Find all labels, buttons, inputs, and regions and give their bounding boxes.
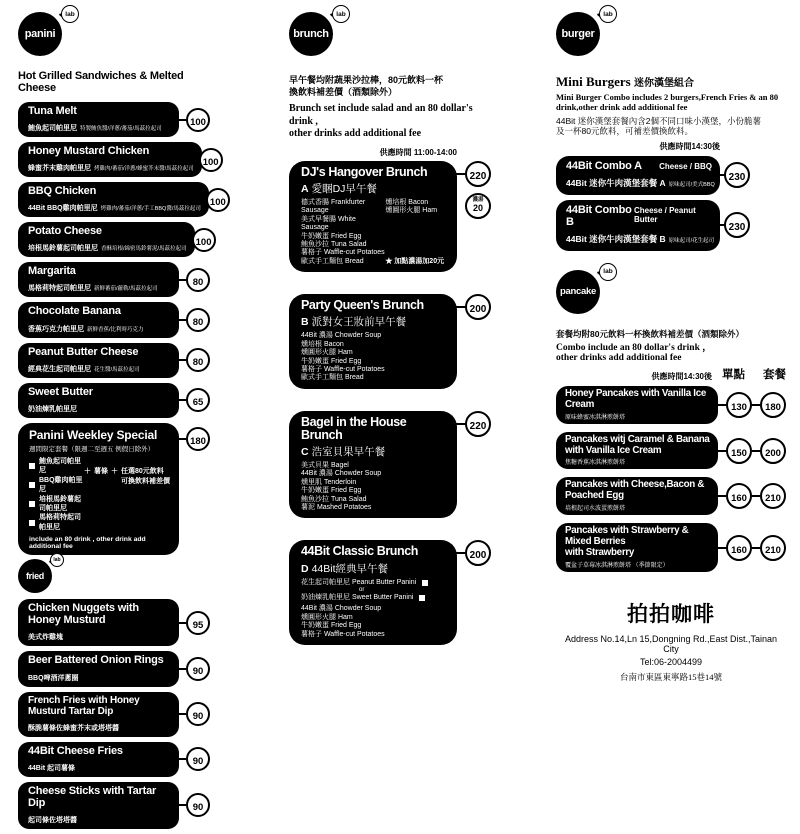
lab-badge: lab	[61, 5, 79, 23]
pancake-item	[556, 523, 786, 572]
combo-desc: 原味起司/美式BBQ	[668, 181, 715, 188]
plus-sign: ＋	[111, 467, 118, 475]
item-zh: 鮪魚起司帕里尼	[28, 125, 77, 133]
item-title: Tuna Melt	[28, 105, 77, 117]
menu-item	[18, 782, 210, 829]
checkbox-square	[29, 482, 35, 488]
item-title: Chocolate Banana	[28, 305, 121, 318]
item-zh: 酥脆薯條佐蜂蜜芥末或塔塔醬	[28, 724, 119, 732]
item-zh: 原味蜂蜜冰淇淋煎餅塔	[565, 414, 626, 421]
price-connector	[176, 713, 186, 715]
choice-or: or	[359, 586, 365, 593]
cafe-name: 拍拍咖啡	[627, 603, 715, 627]
set-subtitle: C 浩室貝果早午餐	[301, 445, 386, 458]
set-pill	[289, 161, 457, 272]
brunch-set-d	[289, 540, 493, 645]
menu-item-pill	[18, 182, 209, 217]
panini-column	[18, 10, 226, 834]
item-desc: 烤雞肉/蕃茄/洋蔥/蜂蜜芥末醬/馬茲拉起司	[94, 166, 194, 173]
price-connector	[176, 119, 186, 121]
panini-lab-logo	[18, 10, 75, 56]
price-badge: 90	[186, 702, 210, 726]
menu-item	[18, 692, 210, 737]
menu-item	[18, 182, 226, 217]
combo-price-badge: 210	[760, 483, 786, 509]
menu-item-pill	[18, 383, 179, 418]
price-badge: 100	[186, 108, 210, 132]
price-badge: 200	[465, 294, 491, 320]
menu-item	[18, 383, 210, 418]
price-badge: 90	[186, 657, 210, 681]
menu-item-pill	[18, 142, 202, 177]
burger-intro-en: Mini Burger Combo includes 2 burgers,French Fries & an 80 drink,other drink add additional fee	[556, 92, 779, 112]
item-title: Beer Battered Onion Rings	[28, 654, 164, 667]
brunch-hours: 供應時間 11:00-14:00	[379, 147, 457, 157]
item-title: Peanut Butter Cheese	[28, 345, 139, 358]
fried-logo-circle: fried	[18, 559, 52, 593]
item-title: Pancakes with Strawberry & Mixed Berries with Strawberry	[565, 525, 689, 559]
item-title: BBQ Chicken	[28, 185, 97, 198]
lab-badge: lab	[332, 5, 350, 23]
item-desc: 香酥培根/綿密馬鈴薯泥/馬茲拉起司	[101, 246, 187, 253]
menu-item	[18, 142, 219, 177]
combo-zh: 44Bit 迷你牛肉漢堡套餐 B	[566, 233, 666, 244]
price-connector	[176, 319, 186, 321]
combo-pill	[556, 156, 720, 195]
menu-item-pill	[18, 262, 179, 297]
menu-item	[18, 651, 210, 686]
item-zh: 焦糖香蕉冰淇淋煎餅塔	[565, 460, 626, 467]
menu-item	[18, 222, 210, 257]
price-badge: 230	[724, 212, 750, 238]
set-pill: Bagel in the House Brunch C 浩室貝果早午餐 美式貝果 Bagel 44Bit 濃湯 Chowder Soup 燻里肌 Tenderloin 牛奶嫩蛋 Fried Egg 鮪魚沙拉 Tuna Salad 薯泥 Mashed Potatoes	[289, 411, 457, 519]
single-price-header: 單點	[722, 368, 745, 381]
pancake-lab-logo	[556, 268, 613, 314]
burger-hours: 供應時間14:30後	[659, 141, 720, 151]
combo-price-badge: 180	[760, 392, 786, 418]
price-connector	[176, 758, 186, 760]
price-badge: 65	[186, 388, 210, 412]
item-title: Margarita	[28, 265, 76, 278]
menu-item-pill	[18, 343, 179, 378]
item-title: Cheese Sticks with Tartar Dip	[28, 784, 157, 809]
menu-item-pill	[18, 599, 179, 646]
set-title: DJ's Hangover Brunch	[301, 164, 428, 179]
price-connector	[752, 495, 760, 497]
item-zh: 奶油煉乳帕里尼	[28, 405, 77, 413]
special-addons	[84, 457, 170, 533]
price-badge: 95	[186, 611, 210, 635]
price-connector	[718, 450, 726, 452]
combo-price-header: 套餐	[763, 368, 786, 381]
price-connector	[752, 450, 760, 452]
price-badge: 230	[724, 162, 750, 188]
address-en: Address No.14,Ln 15,Dongning Rd.,East Dist.,Tainan City	[564, 634, 778, 655]
single-price-badge: 130	[726, 392, 752, 418]
checkbox-square	[422, 580, 428, 586]
price-badge: 180	[186, 427, 210, 451]
drink-note: 任選80元飲料 可換飲料補差價	[121, 467, 170, 485]
address-zh: 台南市東區東寧路15巷14號	[619, 672, 722, 683]
panini-logo-circle: panini	[18, 12, 62, 56]
pancake-item	[556, 432, 786, 470]
price-connector	[176, 668, 186, 670]
special-title: Panini Weekley Special	[29, 427, 158, 442]
menu-item	[18, 343, 210, 378]
item-zh: 起司條佐塔塔醬	[28, 816, 77, 824]
item-title: Honey Mustard Chicken	[28, 145, 150, 158]
item-desc: 烤雞肉/蕃茄/洋蔥/手工BBQ醬/馬茲拉起司	[100, 206, 201, 213]
special-option: 馬格莉特起司帕里尼	[29, 513, 84, 532]
pancake-intro-zh: 套餐均附80元飲料一杯換飲料補差價（酒類除外）	[556, 328, 744, 339]
pancake-hours: 供應時間14:30後	[651, 371, 712, 381]
checkbox-square	[29, 501, 35, 507]
brunch-column	[289, 12, 493, 667]
menu-item-pill	[18, 102, 179, 137]
item-zh: 馬格莉特起司帕里尼	[28, 285, 91, 293]
price-pair	[718, 483, 786, 509]
checkbox-square	[419, 595, 425, 601]
price-badge: 220	[465, 161, 491, 187]
brunch-set-c	[289, 411, 493, 519]
phone-number: Tel:06-2004499	[639, 657, 703, 668]
item-desc: 新鮮香蕉/比利時巧克力	[87, 326, 144, 333]
pancake-item	[556, 477, 786, 515]
price-connector	[176, 279, 186, 281]
burger-column	[556, 12, 786, 683]
item-title: 44Bit Cheese Fries	[28, 744, 123, 757]
combo-b	[556, 200, 786, 251]
item-zh: 蜂蜜芥末雞肉帕里尼	[28, 165, 91, 173]
combo-a	[556, 156, 786, 195]
item-title: Chicken Nuggets with Honey Musturd	[28, 602, 139, 627]
pancake-pill	[556, 477, 718, 515]
pancake-item	[556, 386, 786, 424]
price-badge: 100	[199, 148, 223, 172]
menu-item	[18, 262, 210, 297]
weekly-special	[18, 423, 210, 556]
price-badge: 80	[186, 268, 210, 292]
set-subtitle: B 派對女王妝前早午餐	[301, 316, 407, 329]
item-zh: 香蕉巧克力帕里尼	[28, 325, 84, 333]
item-zh: BBQ啤酒洋蔥圈	[28, 674, 79, 682]
lab-badge: lab	[599, 263, 617, 281]
pancake-pill	[556, 386, 718, 424]
price-connector	[176, 359, 186, 361]
lab-badge: lab	[50, 553, 64, 567]
burger-intro-zh: 44Bit 迷你漢堡套餐內含2個不同口味小漢堡，小份脆薯 及一杯80元飲料，可補差價換飲料。	[556, 115, 761, 137]
single-price-badge: 150	[726, 438, 752, 464]
menu-item-pill	[18, 692, 179, 737]
item-zh: 培根馬鈴薯起司帕里尼	[28, 245, 98, 253]
brunch-intro-en: Brunch set include salad and an 80 dollar's drink , other drinks add additional fee	[289, 103, 473, 140]
burger-heading: Mini Burgers 迷你漢堡組合	[556, 74, 694, 89]
item-zh: 經典花生起司帕里尼	[28, 365, 91, 373]
pancake-pill	[556, 432, 718, 470]
panini-choice: 奶油煉乳帕里尼 Sweet Butter Panini	[301, 594, 449, 602]
menu-item	[18, 599, 210, 646]
brunch-set-a	[289, 161, 493, 272]
price-connector	[718, 547, 726, 549]
special-option: 鮪魚起司帕里尼	[29, 457, 84, 476]
menu-item	[18, 742, 210, 777]
menu-item-pill	[18, 222, 195, 257]
set-pill: Party Queen's Brunch B 派對女王妝前早午餐 44Bit 濃湯 Chowder Soup 燻培根 Bacon 燻圓形火腿 Ham 牛奶嫩蛋 Fried Egg 薯格子 Waffle-cut Potatoes 歐式手工麵包 Bread	[289, 294, 457, 389]
burger-logo-circle: burger	[556, 12, 600, 56]
brunch-set-b	[289, 294, 493, 389]
fried-lab-logo	[18, 557, 61, 593]
soup-price-badge: 濃湯 20	[465, 193, 491, 219]
price-connector	[718, 404, 726, 406]
item-title: French Fries with Honey Musturd Tartar Dip	[28, 694, 140, 717]
item-title: Pancakes with Cheese,Bacon & Poached Egg	[565, 479, 705, 502]
combo-flavors: Cheese / BBQ	[659, 161, 712, 171]
price-connector	[176, 399, 186, 401]
special-subtitle: 週間限定套餐（限週二至週五 例假日除外）	[29, 445, 155, 453]
set-items-left: 德式香腸 Frankfurter Sausage 美式早餐腸 White Sausage 牛奶嫩蛋 Fried Egg 鮪魚沙拉 Tuna Salad 薯格子 Waffle-cut Potatoes 歐式手工麵包 Bread	[301, 198, 385, 265]
menu-item	[18, 302, 210, 337]
price-badge: 220	[465, 411, 491, 437]
pancake-intro-en: Combo include an 80 dollar's drink ， other drinks add additional fee	[556, 342, 712, 364]
price-badge: 80	[186, 348, 210, 372]
price-badge: 100	[206, 188, 230, 212]
set-subtitle: D 44Bit經典早午餐	[301, 562, 389, 575]
price-badge: 200	[465, 540, 491, 566]
price-pair	[718, 438, 786, 464]
price-badge: 90	[186, 747, 210, 771]
weekly-special-pill	[18, 423, 179, 556]
single-price-badge: 160	[726, 535, 752, 561]
price-connector	[718, 495, 726, 497]
checkbox-square	[29, 463, 35, 469]
pancake-price-headers	[556, 366, 786, 382]
set-title: 44Bit Classic Brunch	[301, 544, 419, 559]
item-zh: 44Bit 起司薯條	[28, 764, 76, 772]
panini-heading: Hot Grilled Sandwiches & Melted Cheese	[18, 70, 184, 94]
menu-item-pill	[18, 302, 179, 337]
combo-price-badge: 210	[760, 535, 786, 561]
price-pair	[718, 535, 786, 561]
price-badge: 80	[186, 308, 210, 332]
special-footnote: include an 80 drink , other drink add additional fee	[29, 536, 146, 551]
item-desc: 特製鮪魚醬/洋蔥/蕃茄/馬茲拉起司	[80, 126, 162, 133]
soup-addon-note: ★ 加點濃湯加20元	[385, 257, 445, 265]
special-option: BBQ雞肉帕里尼	[29, 476, 84, 495]
combo-desc: 原味起司/花生起司	[668, 237, 715, 244]
special-option: 培根馬鈴薯起司帕里尼	[29, 495, 84, 514]
set-title: Bagel in the House Brunch	[301, 414, 407, 442]
item-desc: 新鮮蕃茄/蘿勒/馬茲拉起司	[94, 286, 158, 293]
menu-item	[18, 102, 210, 137]
price-pair	[718, 392, 786, 418]
lab-badge: lab	[599, 5, 617, 23]
price-connector	[752, 547, 760, 549]
brunch-lab-logo	[289, 10, 346, 56]
price-connector	[176, 622, 186, 624]
brunch-intro-zh: 早午餐均附蔬果沙拉棒，80元飲料一杯 換飲料補差價（酒類除外）	[289, 75, 444, 98]
menu-item-pill	[18, 742, 179, 777]
menu-item-pill	[18, 651, 179, 686]
burger-lab-logo	[556, 10, 613, 56]
pancake-logo-circle: pancake	[556, 270, 600, 314]
item-desc: 花生醬/馬茲拉起司	[94, 366, 140, 373]
item-title: Sweet Butter	[28, 385, 93, 398]
item-zh: 美式炸雞塊	[28, 634, 63, 642]
combo-pill	[556, 200, 720, 251]
price-connector	[176, 804, 186, 806]
fries-label: 薯條	[94, 467, 108, 475]
footer	[556, 598, 786, 683]
special-options	[29, 457, 84, 533]
price-connector	[176, 438, 186, 440]
item-zh: 44Bit BBQ雞肉帕里尼	[28, 205, 98, 213]
brunch-logo-circle: brunch	[289, 12, 333, 56]
combo-title: 44Bit Combo B	[566, 203, 632, 228]
set-items-right: 燻培根 Bacon 燻圓形火腿 Ham ★ 加點濃湯加20元	[385, 199, 449, 266]
item-title: Pancakes witj Caramel & Banana with Vanilla Ice Cream	[565, 433, 710, 456]
set-subtitle: A 愛睏DJ早午餐	[301, 182, 377, 195]
price-connector	[752, 404, 760, 406]
set-title: Party Queen's Brunch	[301, 298, 424, 313]
item-title: Potato Cheese	[28, 225, 102, 238]
checkbox-square	[29, 520, 35, 526]
panini-choice: 花生起司帕里尼 Peanut Butter Panini	[301, 579, 449, 587]
combo-flavors: Cheese / Peanut Butter	[633, 205, 696, 224]
combo-zh: 44Bit 迷你牛肉漢堡套餐 A	[566, 177, 666, 188]
plus-sign: ＋	[84, 467, 91, 475]
set-pill: 44Bit Classic Brunch D 44Bit經典早午餐 花生起司帕里尼 Peanut Butter Panini or 奶油煉乳帕里尼 Sweet Butter Panini 44Bit 濃湯 Chowder Soup 燻圓形火腿 Ham 牛奶嫩蛋 Fried Egg 薯格子 Waffle-cut Potatoes	[289, 540, 457, 645]
pancake-pill	[556, 523, 718, 572]
price-badge: 100	[192, 228, 216, 252]
item-zh: 培根起司水波蛋煎餅塔	[565, 506, 626, 513]
item-title: Honey Pancakes with Vanilla Ice Cream	[565, 387, 706, 410]
combo-price-badge: 200	[760, 438, 786, 464]
combo-title: 44Bit Combo A	[566, 159, 642, 172]
item-zh: 覆盆子草莓冰淇淋煎餅塔 （季節限定）	[565, 563, 669, 570]
menu-item-pill	[18, 782, 179, 829]
price-badge: 90	[186, 793, 210, 817]
single-price-badge: 160	[726, 483, 752, 509]
